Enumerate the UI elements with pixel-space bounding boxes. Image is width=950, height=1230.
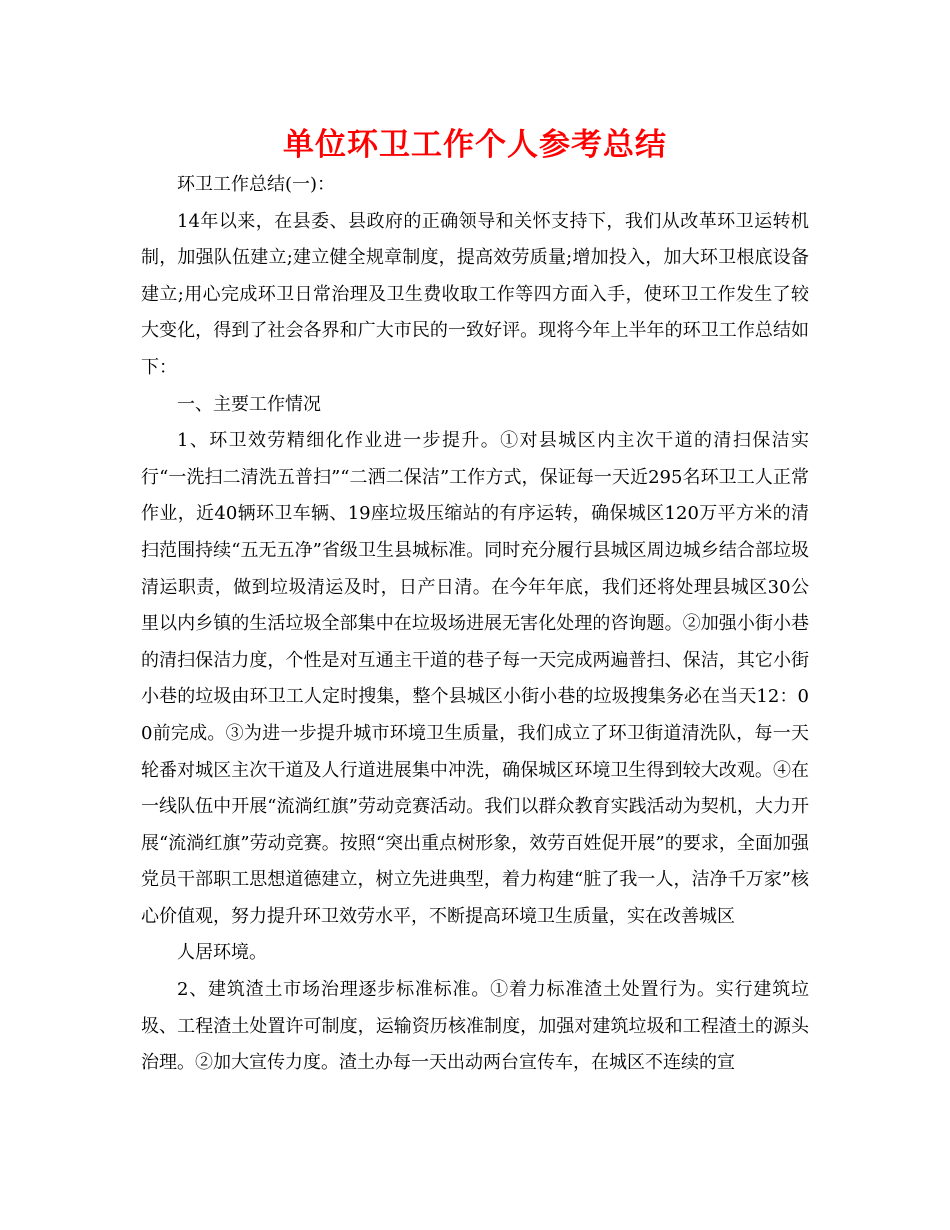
document-body xyxy=(141,167,809,1082)
paragraph-section-heading: 一、主要工作情况 xyxy=(177,393,321,415)
paragraph-overview: 14年以来，在县委、县政府的正确领导和关怀支持下，我们从改革环卫运转机制，加强队伍建立;建立健全规章制度，提高效劳质量;增加投入，加大环卫根底设备建立;用心完成环卫日常治理及卫生费收取工作等四方面入手，使环卫工作发生了较大变化，得到了社会各界和广大市民的一致好评。现将今年上半年的环卫工作总结如下： xyxy=(141,210,809,378)
paragraph-item-1-continued: 人居环境。 xyxy=(177,942,267,964)
document-title: 单位环卫工作个人参考总结 xyxy=(283,127,667,163)
paragraph-item-1: 1、环卫效劳精细化作业进一步提升。①对县城区内主次干道的清扫保洁实行“一洗扫二清洗五普扫”“二洒二保洁”工作方式，保证每一天近295名环卫工人正常作业，近40辆环卫车辆、19座垃圾压缩站的有序运转，确保城区120万平方米的清扫范围持续“五无五净”省级卫生县城标准。同时充分履行县城区周边城乡结合部垃圾清运职责，做到垃圾清运及时，日产日清。在今年年底，我们还将处理县城区30公里以内乡镇的生活垃圾全部集中在垃圾场进展无害化处理的咨询题。②加强小街小巷的清扫保洁力度，个性是对互通主干道的巷子每一天完成两遍普扫、保洁，其它小街小巷的垃圾由环卫工人定时搜集，整个县城区小街小巷的垃圾搜集务必在当天12：00前完成。③为进一步提升城市环境卫生质量，我们成立了环卫街道清洗队，每一天轮番对城区主次干道及人行道进展集中冲洗，确保城区环境卫生得到较大改观。④在一线队伍中开展“流淌红旗”劳动竞赛活动。我们以群众教育实践活动为契机，大力开展“流淌红旗”劳动竞赛。按照“突出重点树形象，效劳百姓促开展”的要求，全面加强党员干部职工思想道德建立，树立先进典型，着力构建“脏了我一人，洁净千万家”核心价值观，努力提升环卫效劳水平，不断提高环境卫生质量，实在改善城区 xyxy=(141,430,809,927)
paragraph-intro-heading: 环卫工作总结(一)： xyxy=(177,174,336,195)
paragraph-item-2: 2、建筑渣土市场治理逐步标准标准。①着力标准渣土处置行为。实行建筑垃圾、工程渣土处置许可制度，运输资历核准制度，加强对建筑垃圾和工程渣土的源头治理。②加大宣传力度。渣土办每一天出动两台宣传车，在城区不连续的宣 xyxy=(141,979,809,1074)
